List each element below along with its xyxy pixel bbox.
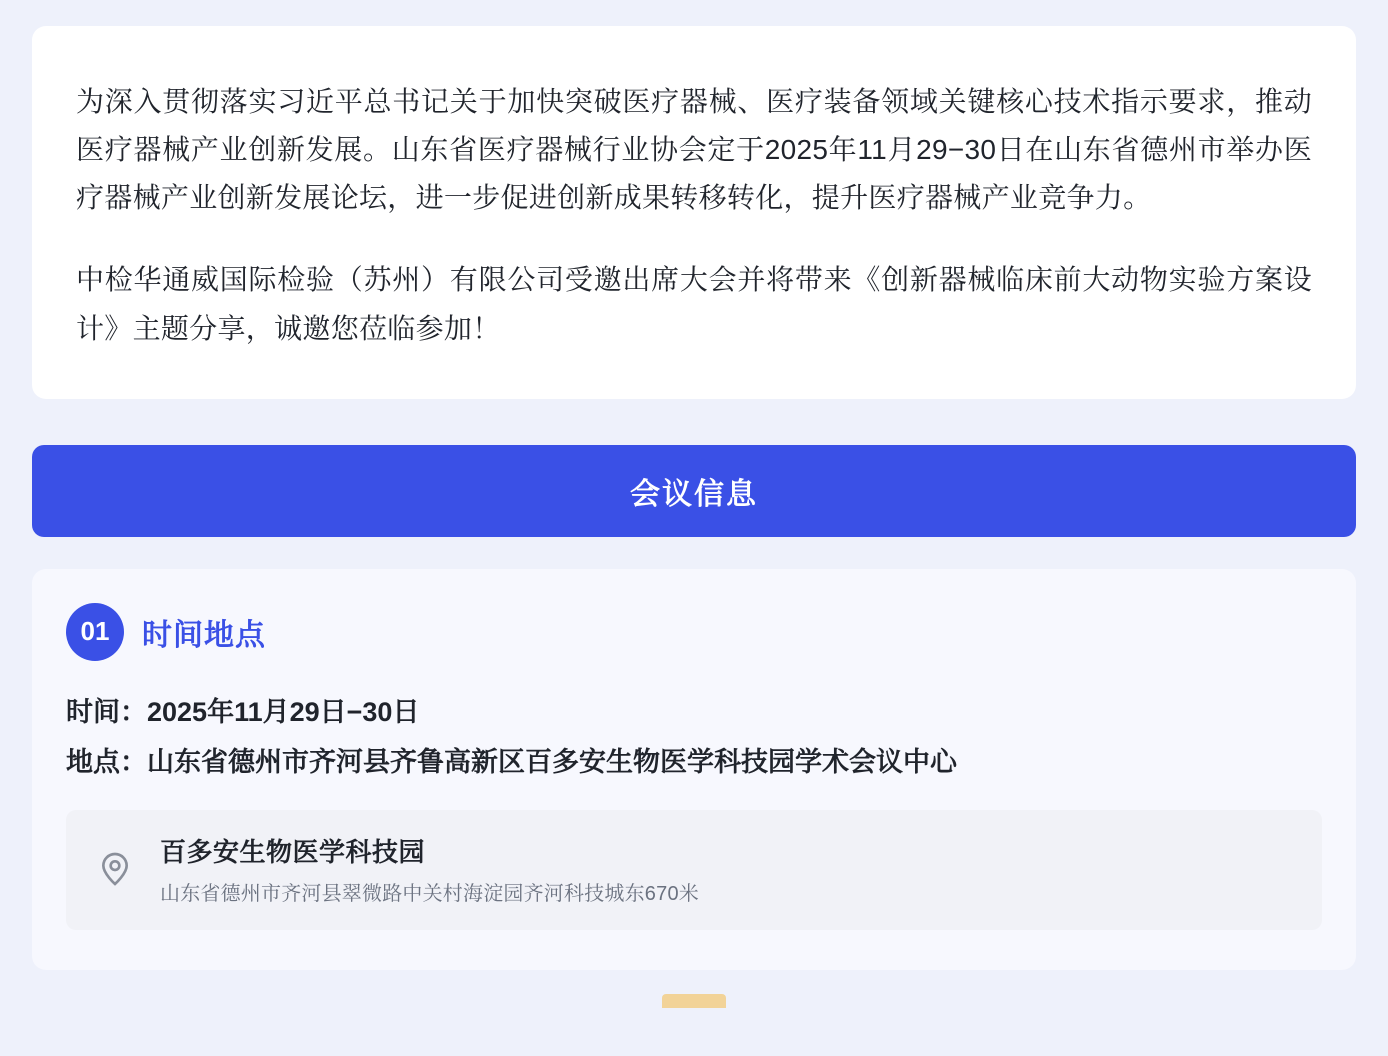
map-pin-icon bbox=[92, 846, 138, 892]
section-title: 时间地点 bbox=[142, 618, 266, 652]
meeting-place-line: 地点：山东省德州市齐河县齐鲁高新区百多安生物医学科技园学术会议中心 bbox=[66, 746, 957, 777]
location-name: 百多安生物医学科技园 bbox=[160, 837, 426, 868]
location-text bbox=[160, 832, 699, 906]
section-banner-title: 会议信息 bbox=[630, 477, 758, 511]
intro-paragraph-1: 为深入贯彻落实习近平总书记关于加快突破医疗器械、医疗装备领域关键核心技术指示要求，推动医疗器械产业创新发展。山东省医疗器械行业协会定于2025年11月29−30日在山东省德州市举办医疗器械产业创新发展论坛，进一步促进创新成果转移转化，提升医疗器械产业竞争力。 bbox=[76, 86, 1312, 214]
intro-paragraph-2: 中检华通威国际检验（苏州）有限公司受邀出席大会并将带来《创新器械临床前大动物实验方案设计》主题分享，诚邀您莅临参加！ bbox=[76, 264, 1312, 344]
location-address: 山东省德州市齐河县翠微路中关村海淀园齐河科技城东670米 bbox=[160, 883, 699, 906]
info-card-header bbox=[66, 603, 1322, 661]
info-card-time-location bbox=[32, 569, 1356, 970]
location-card[interactable] bbox=[66, 810, 1322, 930]
bottom-indicator bbox=[662, 994, 726, 1008]
intro-card bbox=[32, 26, 1356, 399]
meeting-time-line: 时间：2025年11月29日−30日 bbox=[66, 696, 420, 727]
bottom-spacer bbox=[32, 970, 1356, 994]
section-banner-meeting-info bbox=[32, 445, 1356, 537]
section-number-badge: 01 bbox=[66, 603, 124, 661]
